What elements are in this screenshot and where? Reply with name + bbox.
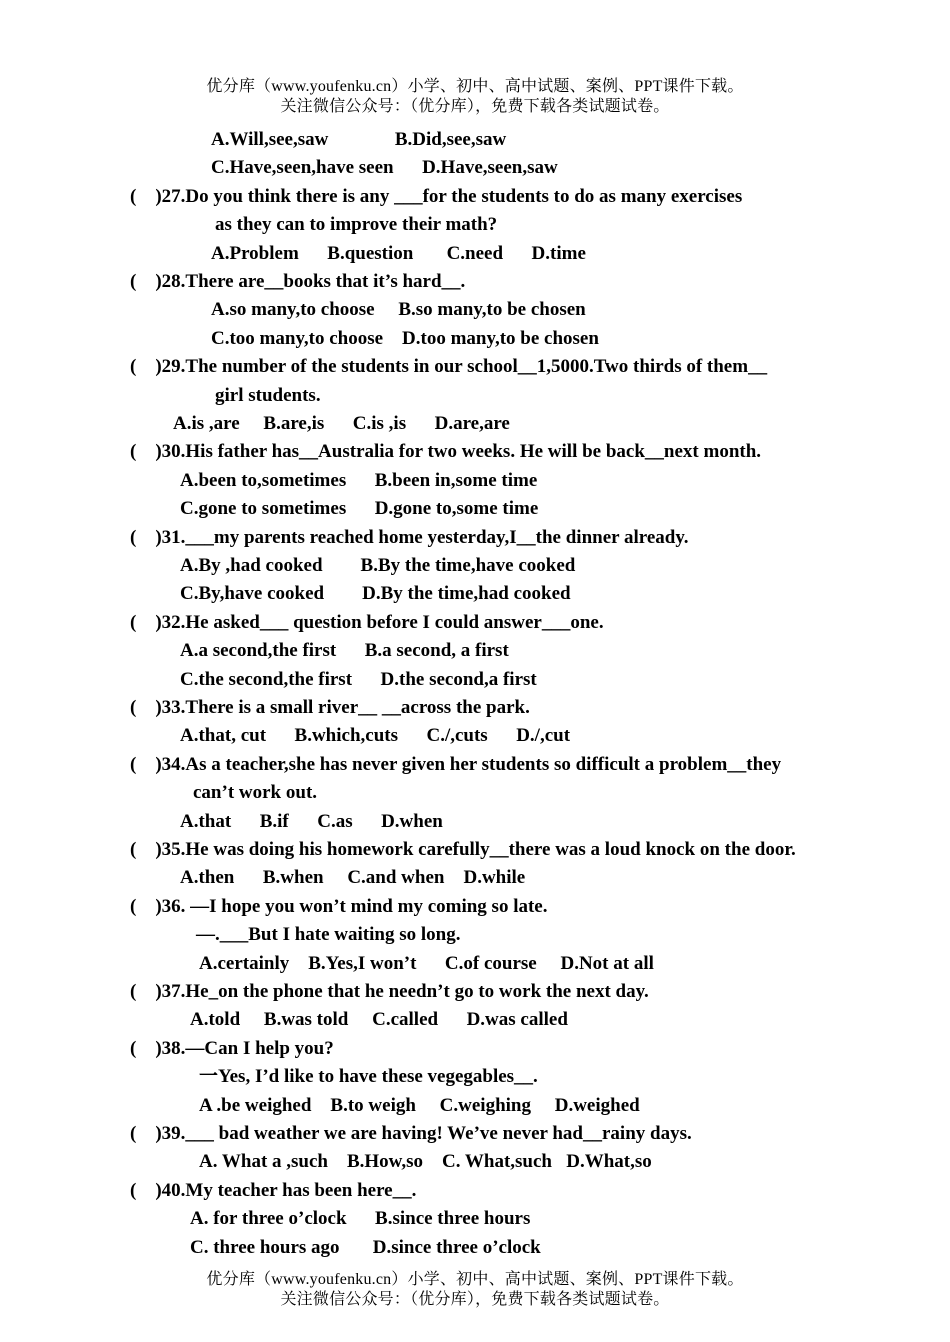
q31-options-c-d: C.By,have cooked D.By the time,had cooked xyxy=(180,583,571,604)
q36-options: A.certainly B.Yes,I won’t C.of course D.Not at all xyxy=(199,953,654,974)
q40-stem: ( )40.My teacher has been here__. xyxy=(130,1180,417,1201)
page-footer-line-1: 优分库（www.youfenku.cn）小学、初中、高中试题、案例、PPT课件下载。 xyxy=(206,1271,744,1288)
q40-options-c-d: C. three hours ago D.since three o’clock xyxy=(190,1237,541,1258)
q31-options-a-b: A.By ,had cooked B.By the time,have cooked xyxy=(180,555,576,576)
q33-stem: ( )33.There is a small river__ __across the park. xyxy=(130,697,530,718)
q37-stem: ( )37.He_on the phone that he needn’t go to work the next day. xyxy=(130,981,649,1002)
q33-options: A.that, cut B.which,cuts C./,cuts D./,cut xyxy=(180,725,571,746)
page-header-line-2: 关注微信公众号：（优分库），免费下载各类试题试卷。 xyxy=(280,98,670,115)
q32-stem: ( )32.He asked___ question before I could answer___one. xyxy=(130,612,604,633)
q30-options-c-d: C.gone to sometimes D.gone to,some time xyxy=(180,498,539,519)
q27-stem-cont: as they can to improve their math? xyxy=(215,214,498,235)
q27-options: A.Problem B.question C.need D.time xyxy=(211,243,586,264)
q40-options-a-b: A. for three o’clock B.since three hours xyxy=(190,1208,531,1229)
q35-options: A.then B.when C.and when D.while xyxy=(180,867,526,888)
q31-stem: ( )31.___my parents reached home yesterday,I__the dinner already. xyxy=(130,527,689,548)
page-header-line-1: 优分库（www.youfenku.cn）小学、初中、高中试题、案例、PPT课件下载。 xyxy=(206,78,744,95)
q26-options-c-d: C.Have,seen,have seen D.Have,seen,saw xyxy=(211,157,558,178)
q29-options: A.is ,are B.are,is C.is ,is D.are,are xyxy=(173,413,510,434)
q35-stem: ( )35.He was doing his homework carefully__there was a loud knock on the door. xyxy=(130,839,796,860)
q29-stem: ( )29.The number of the students in our school__1,5000.Two thirds of them__ xyxy=(130,356,768,377)
q37-options: A.told B.was told C.called D.was called xyxy=(190,1009,568,1030)
q32-options-a-b: A.a second,the first B.a second, a first xyxy=(180,640,509,661)
q34-stem: ( )34.As a teacher,she has never given her students so difficult a problem__they xyxy=(130,754,782,775)
q28-stem: ( )28.There are__books that it’s hard__. xyxy=(130,271,466,292)
q32-options-c-d: C.the second,the first D.the second,a first xyxy=(180,669,537,690)
q28-options-c-d: C.too many,to choose D.too many,to be chosen xyxy=(211,328,599,349)
q28-options-a-b: A.so many,to choose B.so many,to be chosen xyxy=(211,299,586,320)
q30-options-a-b: A.been to,sometimes B.been in,some time xyxy=(180,470,538,491)
q38-response: 一Yes, I’d like to have these vegegables__. xyxy=(199,1066,538,1087)
q36-response: —.___But I hate waiting so long. xyxy=(196,924,461,945)
q30-stem: ( )30.His father has__Australia for two weeks. He will be back__next month. xyxy=(130,441,762,462)
q39-options: A. What a ,such B.How,so C. What,such D.What,so xyxy=(199,1151,652,1172)
q34-stem-cont: can’t work out. xyxy=(193,782,318,803)
q26-options-a-b: A.Will,see,saw B.Did,see,saw xyxy=(211,129,507,150)
q38-stem: ( )38.—Can I help you? xyxy=(130,1038,334,1059)
q38-options: A .be weighed B.to weigh C.weighing D.weighed xyxy=(199,1095,640,1116)
q39-stem: ( )39.___ bad weather we are having! We’ve never had__rainy days. xyxy=(130,1123,692,1144)
q27-stem: ( )27.Do you think there is any ___for the students to do as many exercises xyxy=(130,186,743,207)
page-footer-line-2: 关注微信公众号：（优分库），免费下载各类试题试卷。 xyxy=(280,1291,670,1308)
q34-options: A.that B.if C.as D.when xyxy=(180,811,443,832)
q29-stem-cont: girl students. xyxy=(215,385,321,406)
q36-stem: ( )36. —I hope you won’t mind my coming so late. xyxy=(130,896,548,917)
